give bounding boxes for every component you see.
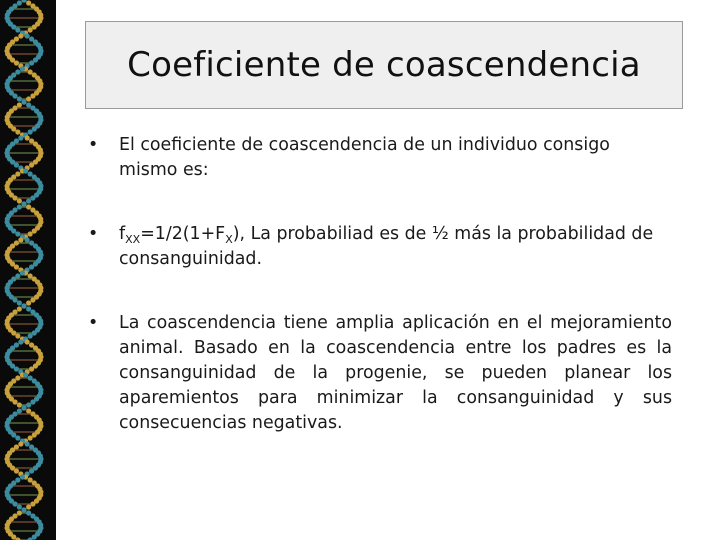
bullet-text: El coeficiente de coascendencia de un individuo consigo mismo es: — [119, 135, 610, 180]
dna-helix-decoration — [0, 0, 56, 540]
formula-subscript: XX — [125, 233, 141, 246]
slide-content — [88, 133, 672, 475]
formula-part: ), La probabiliad es de ½ más la probabilidad de consanguinidad. — [119, 224, 654, 269]
bullet-item — [88, 133, 672, 183]
formula-part: =1/2(1+F — [140, 224, 226, 244]
bullet-icon: • — [88, 224, 99, 244]
formula-subscript: X — [225, 233, 233, 246]
formula-part: f — [119, 224, 126, 244]
bullet-text: La coascendencia tiene amplia aplicación en el mejoramiento animal. Basado en la coascendencia entre los padres es la consanguinidad de la progenie, se pueden planear los aparemientos para minimizar la consanguinidad y sus consecuencias negativas. — [119, 313, 672, 433]
title-box — [85, 21, 683, 109]
bullet-item — [88, 311, 672, 436]
bullet-formula-text — [119, 222, 672, 272]
bullet-icon: • — [88, 313, 99, 333]
bullet-icon: • — [88, 135, 99, 155]
slide-title: Coeficiente de coascendencia — [127, 45, 641, 85]
bullet-item — [88, 222, 672, 272]
